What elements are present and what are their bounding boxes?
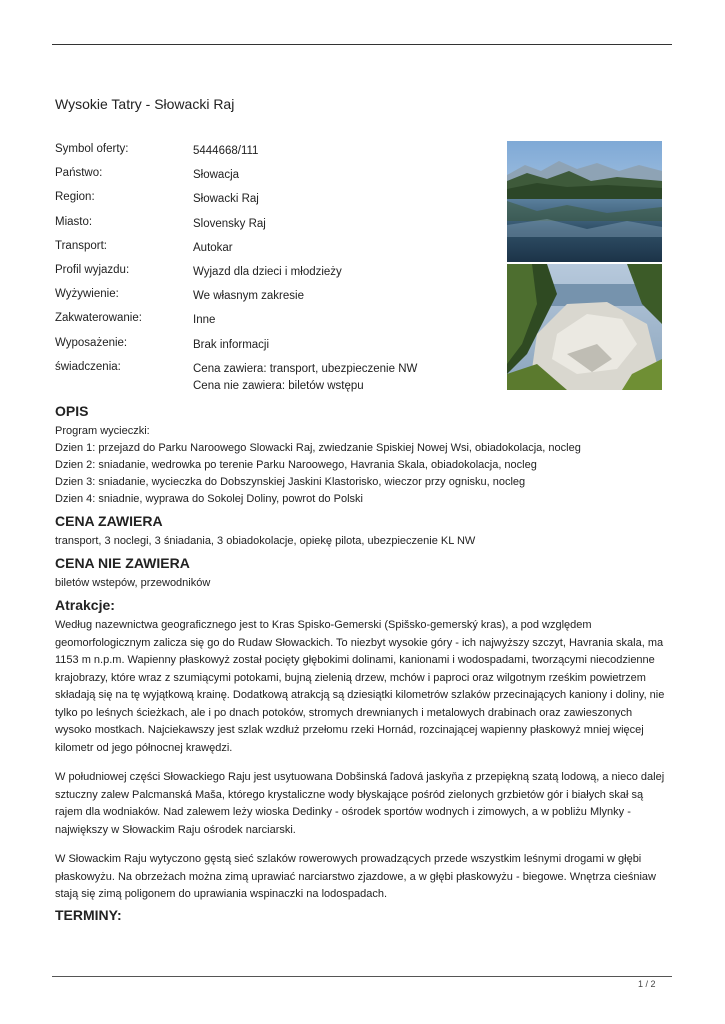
spec-label: Zakwaterowanie:: [55, 312, 142, 325]
spec-label: Transport:: [55, 239, 107, 252]
rock-photo: [507, 264, 662, 390]
spec-label: świadczenia:: [55, 360, 121, 373]
spec-row-board: [55, 288, 495, 312]
attractions-paragraph: W Słowackim Raju wytyczono gęstą sieć szlaków rowerowych prowadzących przede wszystkim leśnymi drogami w głębi płaskowyżu. Na obrzeżach można zimą uprawiać narciarstwo zjazdowe, a w głębi płaskowyżu - biegowe. Wnętrza cieśniaw stają się zimą poligonem do uprawiania wspinaczki na lodospadach.: [55, 853, 656, 900]
attractions-paragraph: Według nazewnictwa geograficznego jest to Kras Spisko-Gemerski (Spišsko-gemerský kras), a pod względem geomorfologicznym zalicza się go do Rudaw Słowackich. To niezbyt wysokie góry - ich najwyższy szczyt, Havrania skala, ma 1153 m n.p.m. Wapienny płaskowyż został pocięty głębokimi dolinami, kanionami i wodospadami, tworzącymi niecodzienne krajobrazy, które wraz z szumiącymi potokami, bujną zielenią drzew, mchów i paproci oraz wilgotnym rześkim powietrzem składają się na tę wyjątkową krainę. Dodatkową atrakcją są dziesiątki kilometrów szlaków przecinających kaniony i doliny, nie tylko po leśnych ścieżkach, ale i po dnach potoków, stromych drewnianych i metalowych drabinach oraz zawieszonych wysoko mostkach. Najciekawszy jest szlak wzdłuż przełomu rzeki Hornád, rozcinającej wapienny płaskowyż mniej więcej kilometr od jego północnej krawędzi.: [55, 619, 665, 754]
spec-value: 5444668/111: [193, 145, 259, 157]
spec-value: Słowacja: [193, 169, 240, 182]
offer-specs-table: [55, 143, 495, 395]
spec-row-region: [55, 191, 495, 215]
section-heading-atrakcje: Atrakcje:: [55, 597, 115, 613]
spec-label: Profil wyjazdu:: [55, 263, 130, 276]
spec-value: Slovensky Raj: [193, 217, 266, 230]
spec-row-equipment: [55, 337, 495, 361]
price-excludes-text: biletów wstepów, przewodników: [55, 577, 211, 589]
footer-rule: [52, 976, 672, 977]
spec-row-services: [55, 361, 495, 395]
spec-label: Wyposażenie:: [55, 336, 128, 349]
spec-value: Wyjazd dla dzieci i młodzieży: [193, 265, 342, 278]
program-day: Dzien 1: przejazd do Parku Naroowego Slowacki Raj, zwiedzanie Spiskiej Nowej Wsi, obiadokolacja, nocleg: [55, 442, 581, 454]
program-day: Dzien 4: sniadnie, wyprawa do Sokolej Doliny, powrot do Polski: [55, 493, 363, 505]
page-title: Wysokie Tatry - Słowacki Raj: [55, 96, 235, 112]
program-intro: Program wycieczki:: [55, 425, 150, 437]
header-rule: [52, 44, 672, 45]
spec-row-country: [55, 167, 495, 191]
spec-label: Wyżywienie:: [55, 288, 119, 301]
section-heading-terminy: TERMINY:: [55, 906, 122, 923]
spec-row-accommodation: [55, 312, 495, 336]
spec-row-city: [55, 216, 495, 240]
section-heading-opis: OPIS: [55, 403, 89, 419]
spec-label: Miasto:: [55, 215, 93, 228]
lake-photo: [507, 141, 662, 262]
spec-value: Brak informacji: [193, 338, 270, 351]
spec-value: Słowacki Raj: [193, 193, 259, 206]
page-number: 1 / 2: [638, 979, 656, 989]
section-heading-cena-nie-zawiera: CENA NIE ZAWIERA: [55, 555, 190, 571]
section-heading-cena-zawiera: CENA ZAWIERA: [55, 513, 163, 529]
spec-row-profile: [55, 264, 495, 288]
program-day: Dzien 3: sniadanie, wycieczka do Dobszynskiej Jaskini Klastorisko, wieczor przy ognisku, nocleg: [55, 476, 526, 488]
offer-content: [55, 402, 675, 927]
program-day: Dzien 2: sniadanie, wedrowka po terenie Parku Naroowego, Havrania Skala, obiadokolacja, nocleg: [55, 459, 537, 471]
spec-row-symbol: [55, 143, 495, 167]
price-includes-text: transport, 3 noclegi, 3 śniadania, 3 obiadokolacje, opiekę pilota, ubezpieczenie KL NW: [55, 535, 476, 547]
spec-row-transport: [55, 240, 495, 264]
spec-label: Państwo:: [55, 167, 103, 180]
services-included: Cena zawiera: transport, ubezpieczenie NW: [193, 362, 418, 375]
spec-value: [193, 361, 495, 395]
spec-label: Region:: [55, 191, 95, 204]
spec-value: Autokar: [193, 241, 233, 254]
spec-value: We własnym zakresie: [193, 290, 304, 303]
spec-value: Inne: [193, 314, 216, 327]
spec-label: Symbol oferty:: [55, 143, 129, 155]
attractions-paragraph: W południowej części Słowackiego Raju jest usytuowana Dobšinská ľadová jaskyňa z przepiękną szatą lodową, a nieco dalej sztuczny zalew Palcmanská Maša, którego krystaliczne wody błyskające pośród zielonych grzbietów gór i białych skał są rajem dla wodniaków. Nad zalewem leży wioska Dedinky - ośrodek sportów wodnych i zimowych, a w pobliżu Mlynky - największy w Słowackim Raju ośrodek narciarski.: [55, 771, 665, 836]
services-excluded: Cena nie zawiera: biletów wstępu: [193, 379, 364, 392]
